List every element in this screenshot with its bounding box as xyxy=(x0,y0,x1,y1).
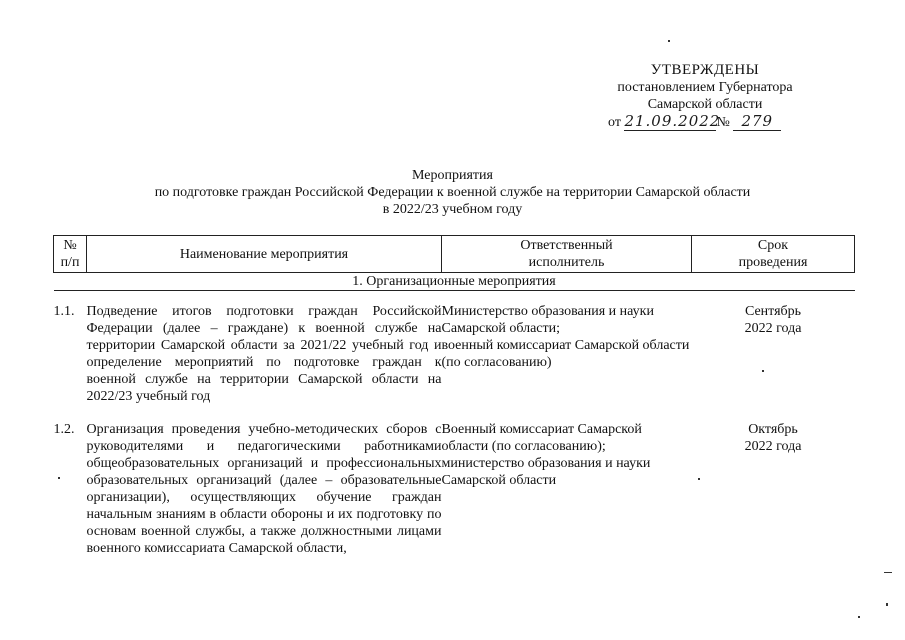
header-resp-line-2: исполнитель xyxy=(528,255,605,270)
row-term-line-2: 2022 года xyxy=(744,321,802,336)
title-line-2: по подготовке граждан Российской Федерации к военной службе на территории Самарской области xyxy=(154,185,751,200)
spacer-row xyxy=(54,291,855,304)
header-num-line-2: п/п xyxy=(60,255,80,270)
row-event-name: Подведение итогов подготовки граждан Российской Федерации (далее – граждане) к военной службе на территории Самарской области за 2021/22 учебный год и определение мероприятий по подготовке граждан к военной службе на территории Самарской области на 2022/23 учебный год xyxy=(86,304,442,404)
title-line-1: Мероприятия xyxy=(412,168,493,183)
scan-speck xyxy=(698,478,700,480)
events-table xyxy=(53,235,855,557)
approval-stamp xyxy=(600,62,810,131)
row-term xyxy=(692,303,855,405)
row-number: 1.2. xyxy=(53,422,75,437)
handwritten-number: 279 xyxy=(733,113,781,131)
row-responsible-1: Военный комиссариат Самарской области (по согласованию); xyxy=(441,422,642,454)
row-responsible xyxy=(442,303,692,405)
header-responsible xyxy=(442,236,692,273)
header-term xyxy=(692,236,855,273)
header-num xyxy=(54,236,87,273)
table-row xyxy=(54,303,855,405)
scan-speck xyxy=(858,616,860,618)
approval-heading: УТВЕРЖДЕНЫ xyxy=(650,62,760,78)
handwritten-date: 21.09.2022 xyxy=(624,112,721,130)
header-num-line-1: № xyxy=(63,238,77,253)
title-line-3: в 2022/23 учебном году xyxy=(382,202,523,217)
scan-speck xyxy=(668,40,670,42)
scan-speck xyxy=(762,370,764,372)
scan-speck xyxy=(886,603,888,606)
header-resp-line-1: Ответственный xyxy=(520,238,613,253)
row-responsible xyxy=(442,421,692,557)
table-header-row xyxy=(54,236,855,273)
number-prefix: № xyxy=(716,115,730,130)
row-responsible-2: министерство образования и науки Самарской области xyxy=(441,456,651,488)
approval-dateline xyxy=(608,113,810,131)
scan-speck xyxy=(884,572,892,573)
spacer-row xyxy=(54,405,855,421)
date-prefix: от xyxy=(608,115,621,130)
table-row xyxy=(54,421,855,557)
section-title: 1. Организационные мероприятия xyxy=(54,273,855,291)
row-responsible-2: военный комиссариат Самарской области (по согласованию) xyxy=(441,338,690,370)
document-title xyxy=(0,167,905,218)
approval-line-1: постановлением Губернатора xyxy=(617,80,793,95)
row-event-name: Организация проведения учебно-методических сборов с руководителями и педагогическими работниками общеобразовательных организаций и профессиональных образовательных организаций (далее – образовательные организации), осуществляющих обучение граждан начальным знаниям в области обороны и их подготовку по основам военной службы, а также должностными лицами военного комиссариата Самарской области, xyxy=(86,422,442,556)
header-term-line-1: Срок xyxy=(757,238,789,253)
row-term-line-2: 2022 года xyxy=(744,439,802,454)
header-term-line-2: проведения xyxy=(738,255,808,270)
section-row xyxy=(54,273,855,291)
header-name: Наименование мероприятия xyxy=(87,236,442,273)
row-term-line-1: Сентябрь xyxy=(744,304,802,319)
row-number: 1.1. xyxy=(53,304,75,319)
approval-line-2: Самарской области xyxy=(647,97,763,112)
row-term-line-1: Октябрь xyxy=(748,422,798,437)
row-term xyxy=(692,421,855,557)
row-responsible-1: Министерство образования и науки Самарской области; xyxy=(441,304,654,336)
scan-speck xyxy=(58,477,60,479)
